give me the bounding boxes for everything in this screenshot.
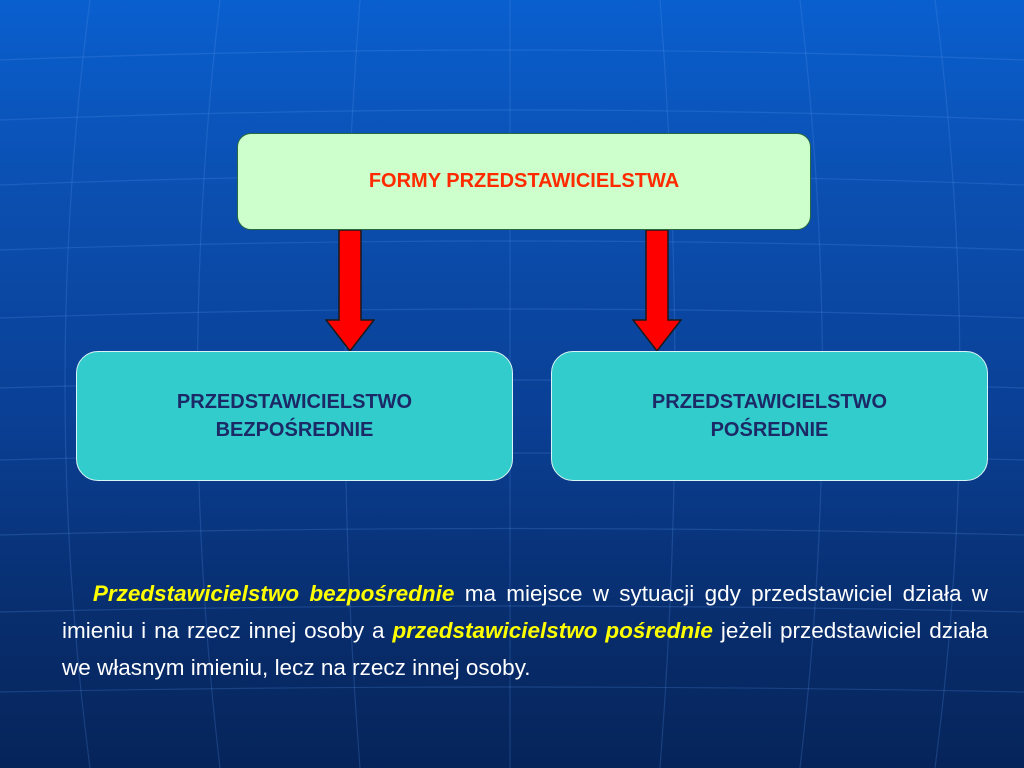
term-indirect: przedstawicielstwo pośrednie [392,617,713,643]
box-left-line2: BEZPOŚREDNIE [215,419,374,441]
arrow-down-right [632,230,682,352]
box-right-line2: POŚREDNIE [710,419,829,441]
description-text-2: jeżeli przedstawiciel działa we własnym imieniu, lecz na rzecz innej osoby. [62,617,988,680]
box-right-line1: PRZEDSTAWICIELSTWO [651,391,888,413]
box-indirect-representation [551,351,988,481]
description-paragraph [62,575,988,686]
top-box-forms-of-representation [237,133,811,230]
top-box-label: FORMY PRZEDSTAWICIELSTWA [368,170,680,192]
box-left-line1: PRZEDSTAWICIELSTWO [176,391,413,413]
description-text-1: ma miejsce w sytuacji gdy przedstawiciel działa w imieniu i na rzecz innej osoby a [62,580,988,643]
box-direct-representation [76,351,513,481]
term-direct: Przedstawicielstwo bezpośrednie [92,580,455,606]
arrow-down-left [325,230,375,352]
